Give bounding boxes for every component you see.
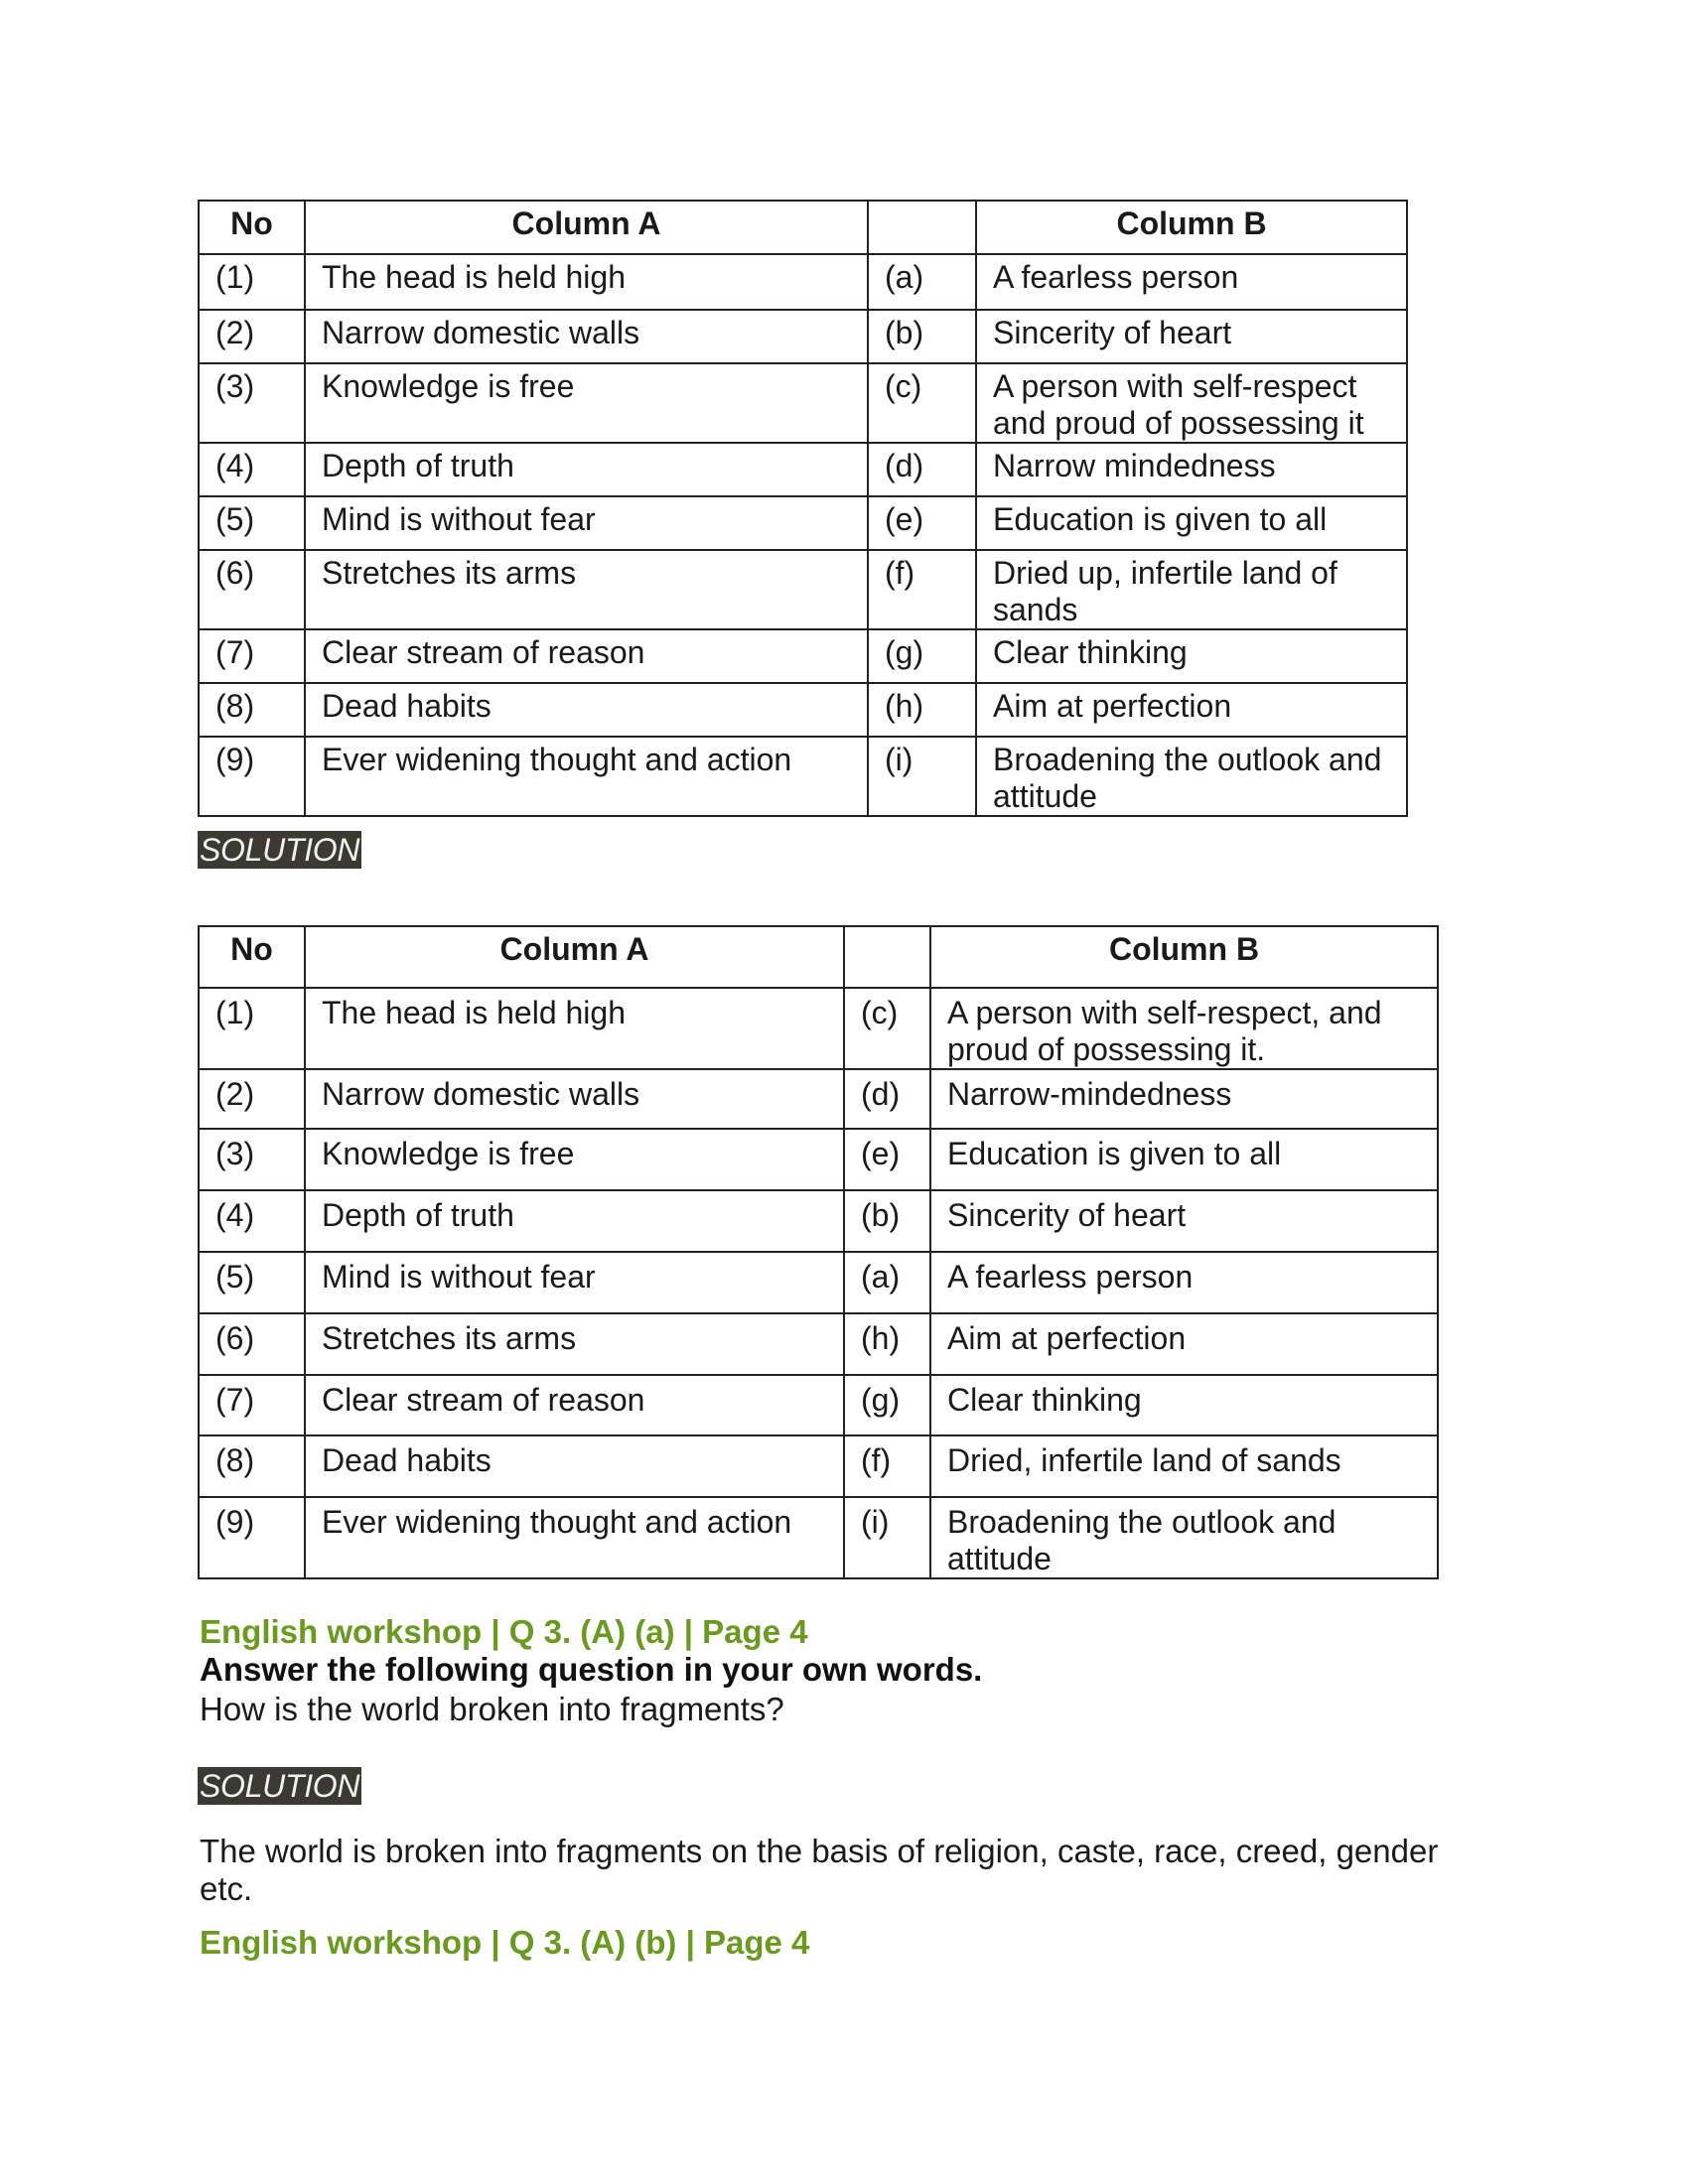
table-row bbox=[199, 629, 1407, 683]
letter-cell: (g) bbox=[844, 1375, 930, 1435]
column-b-cell: Dried, infertile land of sands bbox=[930, 1435, 1438, 1497]
row-number: (4) bbox=[199, 1190, 305, 1252]
row-number: (7) bbox=[199, 1375, 305, 1435]
table-row bbox=[199, 737, 1407, 816]
solution-tag: SOLUTION bbox=[200, 1768, 360, 1804]
row-number: (5) bbox=[199, 496, 305, 550]
answer-text: The world is broken into fragments on the basis of religion, caste, race, creed, gender etc. bbox=[200, 1833, 1439, 1907]
column-b-cell: Education is given to all bbox=[930, 1129, 1438, 1190]
letter-cell: (i) bbox=[868, 737, 976, 816]
column-b-cell: Clear thinking bbox=[930, 1375, 1438, 1435]
table-row bbox=[199, 363, 1407, 443]
table-header-row bbox=[199, 926, 1438, 988]
column-a-cell: Depth of truth bbox=[305, 1190, 844, 1252]
table-row bbox=[199, 443, 1407, 496]
header-column-b: Column B bbox=[930, 926, 1438, 988]
letter-cell: (h) bbox=[844, 1313, 930, 1375]
table-row bbox=[199, 496, 1407, 550]
row-number: (3) bbox=[199, 1129, 305, 1190]
row-number: (4) bbox=[199, 443, 305, 496]
row-number: (1) bbox=[199, 988, 305, 1069]
letter-cell: (a) bbox=[868, 254, 976, 310]
section-heading: English workshop | Q 3. (A) (b) | Page 4 bbox=[200, 1924, 810, 1961]
column-a-cell: Narrow domestic walls bbox=[305, 1069, 844, 1129]
table-row bbox=[199, 1252, 1438, 1313]
header-column-a: Column A bbox=[305, 926, 844, 988]
column-b-cell: Broadening the outlook and attitude bbox=[930, 1497, 1438, 1578]
table-row bbox=[199, 1129, 1438, 1190]
table-row bbox=[199, 1313, 1438, 1375]
column-a-cell: Clear stream of reason bbox=[305, 1375, 844, 1435]
table-row bbox=[199, 1497, 1438, 1578]
letter-cell: (c) bbox=[844, 988, 930, 1069]
column-a-cell: Knowledge is free bbox=[305, 1129, 844, 1190]
row-number: (8) bbox=[199, 683, 305, 737]
row-number: (6) bbox=[199, 550, 305, 629]
letter-cell: (g) bbox=[868, 629, 976, 683]
table-row bbox=[199, 310, 1407, 363]
solution-tag: SOLUTION bbox=[200, 832, 360, 868]
column-b-cell: Aim at perfection bbox=[976, 683, 1407, 737]
header-letter bbox=[844, 926, 930, 988]
table-row bbox=[199, 550, 1407, 629]
table-header-row bbox=[199, 201, 1407, 254]
column-a-cell: Narrow domestic walls bbox=[305, 310, 868, 363]
letter-cell: (c) bbox=[868, 363, 976, 443]
column-a-cell: Ever widening thought and action bbox=[305, 737, 868, 816]
table-row bbox=[199, 988, 1438, 1069]
match-table-solution bbox=[198, 925, 1439, 1579]
column-b-cell: Narrow-mindedness bbox=[930, 1069, 1438, 1129]
column-a-cell: Mind is without fear bbox=[305, 496, 868, 550]
header-letter bbox=[868, 201, 976, 254]
header-column-b: Column B bbox=[976, 201, 1407, 254]
letter-cell: (a) bbox=[844, 1252, 930, 1313]
column-a-cell: Stretches its arms bbox=[305, 1313, 844, 1375]
letter-cell: (b) bbox=[844, 1190, 930, 1252]
letter-cell: (f) bbox=[868, 550, 976, 629]
section-heading: English workshop | Q 3. (A) (a) | Page 4 bbox=[200, 1613, 808, 1650]
table-row bbox=[199, 254, 1407, 310]
row-number: (9) bbox=[199, 737, 305, 816]
row-number: (2) bbox=[199, 1069, 305, 1129]
column-a-cell: Ever widening thought and action bbox=[305, 1497, 844, 1578]
column-a-cell: Dead habits bbox=[305, 1435, 844, 1497]
row-number: (5) bbox=[199, 1252, 305, 1313]
letter-cell: (e) bbox=[868, 496, 976, 550]
letter-cell: (i) bbox=[844, 1497, 930, 1578]
question-instruction: Answer the following question in your own words. bbox=[200, 1651, 983, 1688]
column-b-cell: Sincerity of heart bbox=[930, 1190, 1438, 1252]
table-row bbox=[199, 1069, 1438, 1129]
header-no: No bbox=[199, 201, 305, 254]
column-a-cell: Mind is without fear bbox=[305, 1252, 844, 1313]
table-row bbox=[199, 1435, 1438, 1497]
column-b-cell: Sincerity of heart bbox=[976, 310, 1407, 363]
letter-cell: (d) bbox=[868, 443, 976, 496]
letter-cell: (h) bbox=[868, 683, 976, 737]
row-number: (1) bbox=[199, 254, 305, 310]
column-b-cell: A person with self-respect, and proud of possessing it. bbox=[930, 988, 1438, 1069]
column-b-cell: A fearless person bbox=[930, 1252, 1438, 1313]
column-a-cell: The head is held high bbox=[305, 988, 844, 1069]
row-number: (6) bbox=[199, 1313, 305, 1375]
letter-cell: (d) bbox=[844, 1069, 930, 1129]
header-column-a: Column A bbox=[305, 201, 868, 254]
column-b-cell: Education is given to all bbox=[976, 496, 1407, 550]
column-b-cell: Broadening the outlook and attitude bbox=[976, 737, 1407, 816]
column-a-cell: Stretches its arms bbox=[305, 550, 868, 629]
column-a-cell: Knowledge is free bbox=[305, 363, 868, 443]
column-b-cell: Aim at perfection bbox=[930, 1313, 1438, 1375]
row-number: (3) bbox=[199, 363, 305, 443]
column-b-cell: Narrow mindedness bbox=[976, 443, 1407, 496]
row-number: (2) bbox=[199, 310, 305, 363]
table-row bbox=[199, 1375, 1438, 1435]
column-b-cell: A fearless person bbox=[976, 254, 1407, 310]
column-a-cell: Clear stream of reason bbox=[305, 629, 868, 683]
match-table-question bbox=[198, 200, 1408, 817]
row-number: (7) bbox=[199, 629, 305, 683]
letter-cell: (b) bbox=[868, 310, 976, 363]
column-a-cell: Depth of truth bbox=[305, 443, 868, 496]
header-no: No bbox=[199, 926, 305, 988]
table-row bbox=[199, 683, 1407, 737]
table-row bbox=[199, 1190, 1438, 1252]
row-number: (8) bbox=[199, 1435, 305, 1497]
column-b-cell: A person with self-respect and proud of possessing it bbox=[976, 363, 1407, 443]
letter-cell: (f) bbox=[844, 1435, 930, 1497]
column-b-cell: Clear thinking bbox=[976, 629, 1407, 683]
row-number: (9) bbox=[199, 1497, 305, 1578]
column-a-cell: The head is held high bbox=[305, 254, 868, 310]
letter-cell: (e) bbox=[844, 1129, 930, 1190]
column-a-cell: Dead habits bbox=[305, 683, 868, 737]
column-b-cell: Dried up, infertile land of sands bbox=[976, 550, 1407, 629]
question-text: How is the world broken into fragments? bbox=[200, 1691, 784, 1727]
